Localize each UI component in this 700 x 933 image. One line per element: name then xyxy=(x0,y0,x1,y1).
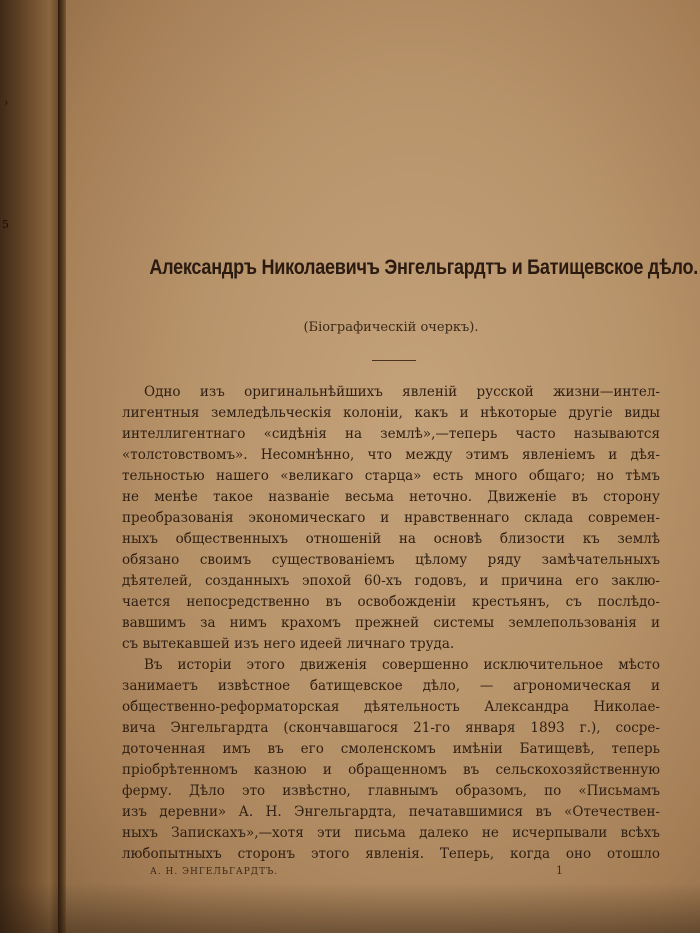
left-page-edge xyxy=(0,0,62,933)
text-line: «толстовствомъ». Несомнѣнно, что между этимъ явленіемъ и дѣя- xyxy=(122,447,660,463)
text-line: дѣятелей, созданныхъ эпохой 60-хъ годовъ, и причина его заклю- xyxy=(122,573,660,589)
text-line: доточенная имъ въ его смоленскомъ имѣніи Батищевѣ, теперь xyxy=(122,741,660,757)
text-line: Одно изъ оригинальнѣйшихъ явленій русской жизни—интел- xyxy=(144,384,660,400)
text-line: обязано своимъ существованіемъ цѣлому ряду замѣчательныхъ xyxy=(122,552,660,568)
text-line: не менѣе такое названіе весьма неточно. Движеніе въ сторону xyxy=(122,489,660,505)
text-line: лигентныя земледѣльческія колоніи, какъ и нѣкоторые другіе виды xyxy=(122,405,660,421)
left-page-mark: 5 xyxy=(2,218,9,231)
text-line: вавшимъ за нимъ крахомъ прежней системы землепользованія и xyxy=(122,615,660,631)
text-line: пріобрѣтенномъ казною и обращенномъ въ сельскохозяйственную xyxy=(122,762,660,778)
page-number: 1 xyxy=(556,864,563,877)
title-divider xyxy=(372,360,416,361)
left-page-mark: › xyxy=(4,96,9,109)
text-line: занимаетъ извѣстное батищевское дѣло, — агрономическая и xyxy=(122,678,660,694)
text-line: ныхъ общественныхъ отношеній на основѣ близости къ землѣ xyxy=(122,531,660,547)
text-line: ныхъ Запискахъ»,—хотя эти письма далеко не исчерпывали всѣхъ xyxy=(122,825,660,841)
body-text xyxy=(122,382,660,865)
text-line: любопытныхъ сторонъ этого явленія. Теперь, когда оно отошло xyxy=(122,846,660,862)
text-line: вича Энгельгардта (скончавшагося 21-го января 1893 г.), сосре- xyxy=(122,720,660,736)
text-line: Въ исторіи этого движенія совершенно исключительное мѣсто xyxy=(144,657,660,673)
text-line: интеллигентнаго «сидѣнія на землѣ»,—теперь часто называются xyxy=(122,426,660,442)
footer-signature: А. Н. ЭНГЕЛЬГАРДТЪ. xyxy=(150,867,279,877)
text-line: преобразованія экономическаго и нравственнаго склада современ- xyxy=(122,510,660,526)
text-line: общественно-реформаторская дѣятельность Александра Николае- xyxy=(122,699,660,715)
chapter-title: Александръ Николаевичъ Энгельгардтъ и Батищевское дѣло. xyxy=(149,256,699,279)
book-page xyxy=(66,0,700,933)
text-line: изъ деревни» А. Н. Энгельгардта, печатавшимися въ «Отечествен- xyxy=(122,804,660,820)
text-line: чается непосредственно въ освобожденіи крестьянъ, съ послѣдо- xyxy=(122,594,660,610)
text-line: ферму. Дѣло это извѣстно, главнымъ образомъ, по «Письмамъ xyxy=(122,783,660,799)
text-line: тельностью нашего «великаго старца» есть много общаго; но тѣмъ xyxy=(122,468,660,484)
text-line: съ вытекавшей изъ него идеей личнаго труда. xyxy=(122,636,455,652)
chapter-subtitle: (Біографическій очеркъ). xyxy=(303,320,479,335)
